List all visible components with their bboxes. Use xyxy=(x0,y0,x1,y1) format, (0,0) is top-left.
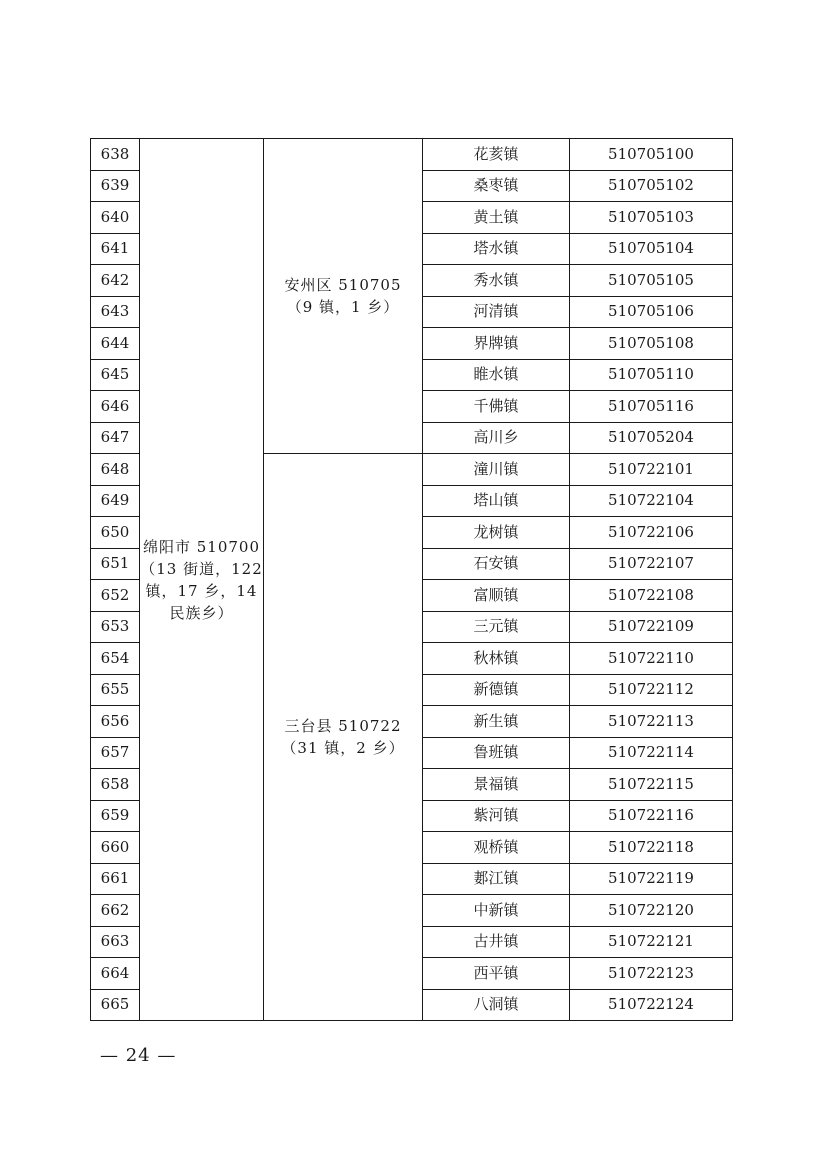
table-row xyxy=(91,139,733,171)
row-number: 662 xyxy=(91,895,140,927)
township-name: 塔山镇 xyxy=(423,485,570,517)
township-name: 新德镇 xyxy=(423,674,570,706)
township-name: 秋林镇 xyxy=(423,643,570,675)
township-code: 510705116 xyxy=(570,391,733,423)
row-number: 641 xyxy=(91,233,140,265)
county-cell xyxy=(264,454,423,1021)
row-number: 663 xyxy=(91,926,140,958)
county-cell xyxy=(264,139,423,454)
division-code-table xyxy=(90,138,733,1021)
township-name: 潼川镇 xyxy=(423,454,570,486)
township-name: 石安镇 xyxy=(423,548,570,580)
township-name: 景福镇 xyxy=(423,769,570,801)
township-name: 鲁班镇 xyxy=(423,737,570,769)
township-code: 510722112 xyxy=(570,674,733,706)
township-name: 古井镇 xyxy=(423,926,570,958)
township-code: 510705108 xyxy=(570,328,733,360)
county-label-line: 三台县 510722 xyxy=(284,717,402,735)
township-code: 510722124 xyxy=(570,989,733,1021)
page-number: — 24 — xyxy=(100,1045,177,1066)
township-name: 中新镇 xyxy=(423,895,570,927)
township-name: 桑枣镇 xyxy=(423,170,570,202)
row-number: 645 xyxy=(91,359,140,391)
township-code: 510722108 xyxy=(570,580,733,612)
row-number: 648 xyxy=(91,454,140,486)
township-code: 510722116 xyxy=(570,800,733,832)
township-code: 510722121 xyxy=(570,926,733,958)
township-name: 新生镇 xyxy=(423,706,570,738)
county-label-line: 安州区 510705 xyxy=(284,276,402,294)
city-cell xyxy=(140,139,264,1021)
township-code: 510705104 xyxy=(570,233,733,265)
township-name: 河清镇 xyxy=(423,296,570,328)
row-number: 650 xyxy=(91,517,140,549)
row-number: 646 xyxy=(91,391,140,423)
township-code: 510722120 xyxy=(570,895,733,927)
township-code: 510705105 xyxy=(570,265,733,297)
township-code: 510705100 xyxy=(570,139,733,171)
row-number: 656 xyxy=(91,706,140,738)
row-number: 651 xyxy=(91,548,140,580)
row-number: 639 xyxy=(91,170,140,202)
township-name: 观桥镇 xyxy=(423,832,570,864)
township-name: 塔水镇 xyxy=(423,233,570,265)
row-number: 649 xyxy=(91,485,140,517)
township-code: 510705103 xyxy=(570,202,733,234)
township-name: 紫河镇 xyxy=(423,800,570,832)
township-code: 510705204 xyxy=(570,422,733,454)
township-code: 510722104 xyxy=(570,485,733,517)
row-number: 654 xyxy=(91,643,140,675)
township-name: 八洞镇 xyxy=(423,989,570,1021)
city-label-line: （13 街道，122 xyxy=(140,559,263,578)
city-label-line: 绵阳市 510700 xyxy=(142,537,261,556)
township-name: 富顺镇 xyxy=(423,580,570,612)
row-number: 665 xyxy=(91,989,140,1021)
row-number: 640 xyxy=(91,202,140,234)
township-name: 龙树镇 xyxy=(423,517,570,549)
township-code: 510722115 xyxy=(570,769,733,801)
township-name: 秀水镇 xyxy=(423,265,570,297)
county-label-line: （9 镇，1 乡） xyxy=(286,298,400,316)
row-number: 643 xyxy=(91,296,140,328)
row-number: 655 xyxy=(91,674,140,706)
township-code: 510705106 xyxy=(570,296,733,328)
township-code: 510722101 xyxy=(570,454,733,486)
township-code: 510722119 xyxy=(570,863,733,895)
row-number: 642 xyxy=(91,265,140,297)
township-code: 510722106 xyxy=(570,517,733,549)
township-code: 510722110 xyxy=(570,643,733,675)
township-name: 黄土镇 xyxy=(423,202,570,234)
township-name: 花荄镇 xyxy=(423,139,570,171)
township-name: 界牌镇 xyxy=(423,328,570,360)
row-number: 638 xyxy=(91,139,140,171)
row-number: 647 xyxy=(91,422,140,454)
township-name: 三元镇 xyxy=(423,611,570,643)
row-number: 644 xyxy=(91,328,140,360)
city-label-line: 镇，17 乡，14 xyxy=(145,581,258,600)
row-number: 664 xyxy=(91,958,140,990)
township-name: 郪江镇 xyxy=(423,863,570,895)
township-name: 千佛镇 xyxy=(423,391,570,423)
township-code: 510722123 xyxy=(570,958,733,990)
township-code: 510722113 xyxy=(570,706,733,738)
township-code: 510705110 xyxy=(570,359,733,391)
row-number: 658 xyxy=(91,769,140,801)
row-number: 661 xyxy=(91,863,140,895)
row-number: 659 xyxy=(91,800,140,832)
row-number: 652 xyxy=(91,580,140,612)
table-body xyxy=(91,139,733,1021)
township-code: 510722109 xyxy=(570,611,733,643)
row-number: 660 xyxy=(91,832,140,864)
city-label-line: 民族乡） xyxy=(169,603,234,622)
township-name: 高川乡 xyxy=(423,422,570,454)
township-code: 510722118 xyxy=(570,832,733,864)
township-name: 西平镇 xyxy=(423,958,570,990)
township-code: 510722107 xyxy=(570,548,733,580)
township-code: 510705102 xyxy=(570,170,733,202)
county-label-line: （31 镇，2 乡） xyxy=(281,739,405,757)
township-name: 睢水镇 xyxy=(423,359,570,391)
row-number: 653 xyxy=(91,611,140,643)
township-code: 510722114 xyxy=(570,737,733,769)
row-number: 657 xyxy=(91,737,140,769)
